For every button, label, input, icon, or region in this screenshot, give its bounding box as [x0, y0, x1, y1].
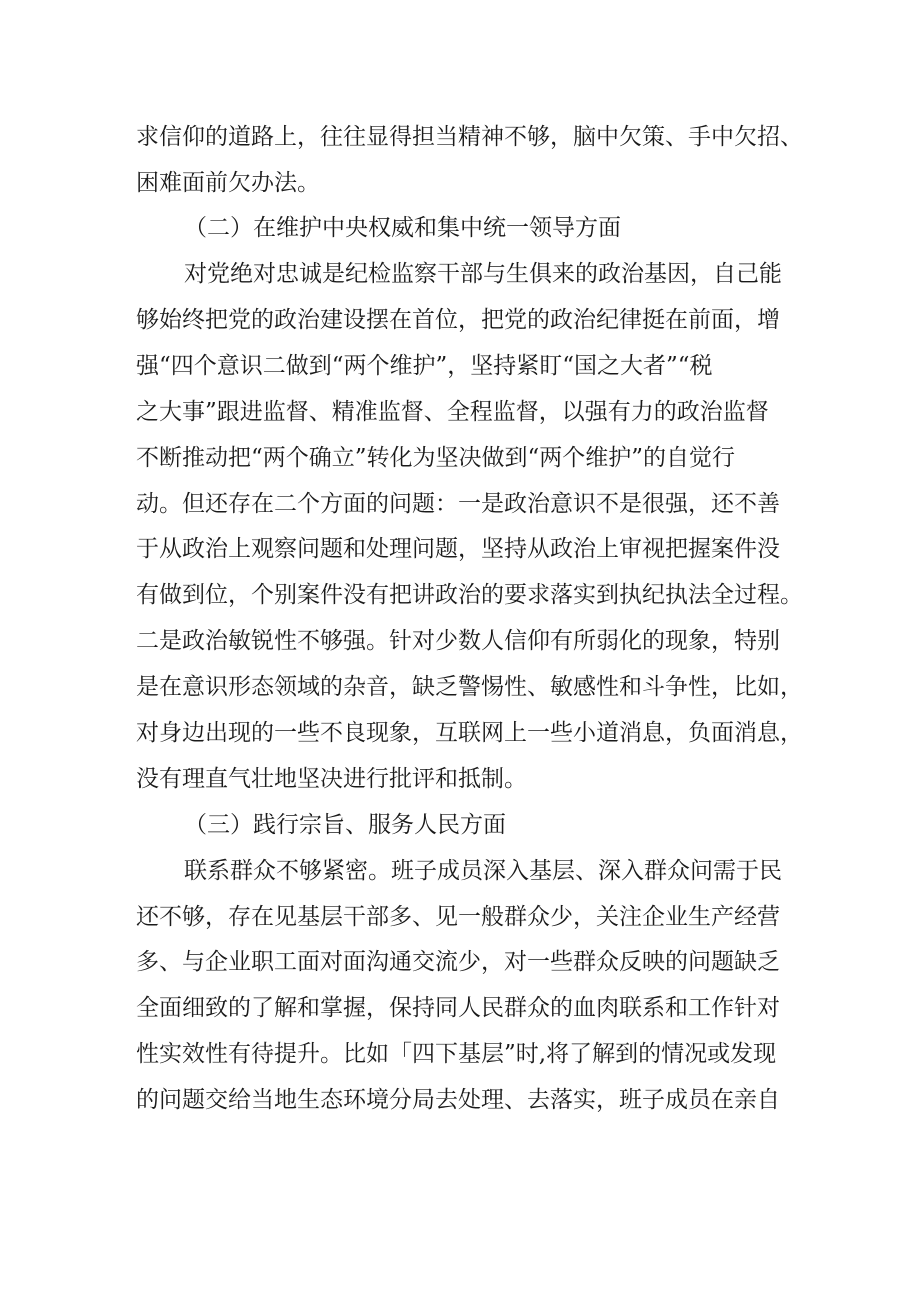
- text-line: 够始终把党的政治建设摆在首位，把党的政治纪律挺在前面，增: [136, 307, 780, 333]
- text-line: 于从政治上观察问题和处理问题，坚持从政治上审视把握案件没: [136, 536, 780, 562]
- text-line: 全面细致的了解和掌握，保持同人民群众的血肉联系和工作针对: [136, 995, 780, 1021]
- text-line: 没有理直气壮地坚决进行批评和抵制。: [136, 766, 527, 792]
- text-line: 困难面前欠办法。: [136, 170, 320, 196]
- text-line: 二是政治敏锐性不够强。针对少数人信仰有所弱化的现象，特别: [136, 628, 780, 654]
- text-line: 求信仰的道路上，往往显得担当精神不够，脑中欠策、手中欠招、: [136, 124, 803, 150]
- text-line: 多、与企业职工面对面沟通交流少，对一些群众反映的问题缺乏: [136, 949, 780, 975]
- text-line: 的问题交给当地生态环境分局去处理、去落实，班子成员在亲自: [136, 1087, 780, 1113]
- text-line: 不断推动把“两个确立”转化为坚决做到“两个维护”的自觉行: [136, 445, 736, 471]
- text-line: 是在意识形态领域的杂音，缺乏警惕性、敏感性和斗争性，比如，: [136, 674, 803, 700]
- text-line: 之大事”跟进监督、精准监督、全程监督，以强有力的政治监督: [136, 399, 769, 425]
- text-line: 还不够，存在见基层干部多、见一般群众少，关注企业生产经营: [136, 904, 780, 930]
- text-line: 有做到位，个别案件没有把讲政治的要求落实到执纪执法全过程。: [136, 582, 803, 608]
- section-heading: （三）践行宗旨、服务人民方面: [184, 812, 506, 838]
- text-line: 联系群众不够紧密。班子成员深入基层、深入群众问需于民: [184, 858, 782, 884]
- text-line: 性实效性有待提升。比如「四下基层”时,将了解到的情况或发现: [136, 1041, 777, 1067]
- text-line: 对党绝对忠诚是纪检监察干部与生俱来的政治基因，自己能: [184, 261, 782, 287]
- text-line: 对身边出现的一些不良现象，互联网上一些小道消息，负面消息，: [136, 720, 803, 746]
- text-line: 强“四个意识二做到“两个维护”，坚持紧盯“国之大者”“税: [136, 353, 713, 379]
- text-line: 动。但还存在二个方面的问题：一是政治意识不是很强，还不善: [136, 491, 780, 517]
- section-heading: （二）在维护中央权威和集中统一领导方面: [184, 215, 621, 241]
